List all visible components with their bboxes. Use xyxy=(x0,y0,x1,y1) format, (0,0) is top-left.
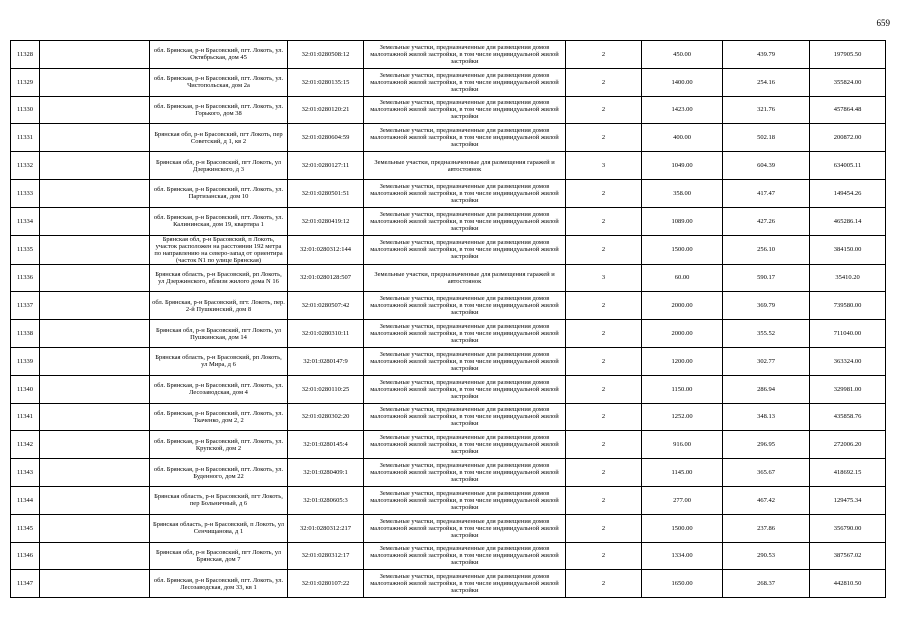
cadastral-number-cell: 32:01:0280604:59 xyxy=(288,124,364,152)
area-cell: 277.00 xyxy=(642,486,723,514)
rate-cell: 439.79 xyxy=(723,41,810,69)
land-use-cell: Земельные участки, предназначенные для размещения домов малоэтажной жилой застройки, в том числе индивидуальной жилой застройки xyxy=(364,486,566,514)
row-id-cell: 11332 xyxy=(11,152,40,180)
rate-cell: 268.37 xyxy=(723,570,810,598)
cadastral-value-cell: 435858.76 xyxy=(810,403,886,431)
blank-cell xyxy=(40,152,150,180)
area-cell: 450.00 xyxy=(642,41,723,69)
table-row xyxy=(11,264,886,292)
land-use-cell: Земельные участки, предназначенные для размещения домов малоэтажной жилой застройки, в том числе индивидуальной жилой застройки xyxy=(364,459,566,487)
cadastral-number-cell: 32:01:0280508:12 xyxy=(288,41,364,69)
land-use-cell: Земельные участки, предназначенные для размещения гаражей и автостоянок xyxy=(364,264,566,292)
land-use-cell: Земельные участки, предназначенные для размещения домов малоэтажной жилой застройки, в том числе индивидуальной жилой застройки xyxy=(364,96,566,124)
land-use-cell: Земельные участки, предназначенные для размещения домов малоэтажной жилой застройки, в том числе индивидуальной жилой застройки xyxy=(364,320,566,348)
rate-cell: 321.76 xyxy=(723,96,810,124)
area-cell: 1089.00 xyxy=(642,207,723,235)
blank-cell xyxy=(40,403,150,431)
table-row xyxy=(11,375,886,403)
cadastral-number-cell: 32:01:0280312:17 xyxy=(288,542,364,570)
row-id-cell: 11339 xyxy=(11,347,40,375)
cadastral-value-table xyxy=(10,40,886,598)
rate-cell: 427.26 xyxy=(723,207,810,235)
cadastral-value-cell: 739580.00 xyxy=(810,292,886,320)
group-cell: 2 xyxy=(566,179,642,207)
blank-cell xyxy=(40,292,150,320)
address-cell: Брянская область, р-н Брасовский, пгт Локоть, пер Больничный, д 6 xyxy=(150,486,288,514)
cadastral-number-cell: 32:01:0280605:3 xyxy=(288,486,364,514)
row-id-cell: 11337 xyxy=(11,292,40,320)
address-cell: обл. Брянская, р-н Брасовский, пгт. Локоть, ул. Ткаченко, дом 2, 2 xyxy=(150,403,288,431)
group-cell: 2 xyxy=(566,207,642,235)
blank-cell xyxy=(40,207,150,235)
rate-cell: 290.53 xyxy=(723,542,810,570)
area-cell: 916.00 xyxy=(642,431,723,459)
row-id-cell: 11340 xyxy=(11,375,40,403)
table-row xyxy=(11,207,886,235)
address-cell: Брянская область, р-н Брасовский, рп Локоть, ул Дзержинского, вблизи жилого дома N 16 xyxy=(150,264,288,292)
blank-cell xyxy=(40,514,150,542)
land-use-cell: Земельные участки, предназначенные для размещения домов малоэтажной жилой застройки, в том числе индивидуальной жилой застройки xyxy=(364,179,566,207)
blank-cell xyxy=(40,486,150,514)
cadastral-number-cell: 32:01:0280312:144 xyxy=(288,235,364,264)
address-cell: обл. Брянская, р-н Брасовский, пгт. Локоть, ул. Лесозаводская, дом 4 xyxy=(150,375,288,403)
table-row xyxy=(11,431,886,459)
group-cell: 2 xyxy=(566,570,642,598)
land-use-cell: Земельные участки, предназначенные для размещения домов малоэтажной жилой застройки, в том числе индивидуальной жилой застройки xyxy=(364,570,566,598)
group-cell: 2 xyxy=(566,486,642,514)
cadastral-value-cell: 711040.00 xyxy=(810,320,886,348)
group-cell: 2 xyxy=(566,41,642,69)
land-use-cell: Земельные участки, предназначенные для размещения домов малоэтажной жилой застройки, в том числе индивидуальной жилой застройки xyxy=(364,235,566,264)
area-cell: 1150.00 xyxy=(642,375,723,403)
rate-cell: 355.52 xyxy=(723,320,810,348)
cadastral-value-cell: 329981.00 xyxy=(810,375,886,403)
area-cell: 1423.00 xyxy=(642,96,723,124)
row-id-cell: 11331 xyxy=(11,124,40,152)
rate-cell: 286.94 xyxy=(723,375,810,403)
cadastral-value-cell: 197905.50 xyxy=(810,41,886,69)
blank-cell xyxy=(40,68,150,96)
table-row xyxy=(11,570,886,598)
table-row xyxy=(11,347,886,375)
address-cell: обл. Брянская, р-н Брасовский, пгт. Локоть, ул. Калининская, дом 19, квартира 1 xyxy=(150,207,288,235)
blank-cell xyxy=(40,375,150,403)
group-cell: 2 xyxy=(566,375,642,403)
address-cell: Брянская обл, р-н Брасовский, пгт Локоть, ул Пушкинская, дом 14 xyxy=(150,320,288,348)
area-cell: 60.00 xyxy=(642,264,723,292)
area-cell: 1334.00 xyxy=(642,542,723,570)
area-cell: 1145.00 xyxy=(642,459,723,487)
table-row xyxy=(11,292,886,320)
area-cell: 1500.00 xyxy=(642,235,723,264)
cadastral-value-cell: 465286.14 xyxy=(810,207,886,235)
row-id-cell: 11338 xyxy=(11,320,40,348)
rate-cell: 302.77 xyxy=(723,347,810,375)
group-cell: 2 xyxy=(566,292,642,320)
cadastral-value-cell: 272006.20 xyxy=(810,431,886,459)
row-id-cell: 11342 xyxy=(11,431,40,459)
group-cell: 2 xyxy=(566,459,642,487)
row-id-cell: 11336 xyxy=(11,264,40,292)
table-row xyxy=(11,320,886,348)
land-use-cell: Земельные участки, предназначенные для размещения домов малоэтажной жилой застройки, в том числе индивидуальной жилой застройки xyxy=(364,403,566,431)
cadastral-number-cell: 32:01:0280128:507 xyxy=(288,264,364,292)
blank-cell xyxy=(40,235,150,264)
land-use-cell: Земельные участки, предназначенные для размещения домов малоэтажной жилой застройки, в том числе индивидуальной жилой застройки xyxy=(364,542,566,570)
land-use-cell: Земельные участки, предназначенные для размещения домов малоэтажной жилой застройки, в том числе индивидуальной жилой застройки xyxy=(364,347,566,375)
cadastral-number-cell: 32:01:0280145:4 xyxy=(288,431,364,459)
blank-cell xyxy=(40,542,150,570)
land-use-cell: Земельные участки, предназначенные для размещения гаражей и автостоянок xyxy=(364,152,566,180)
row-id-cell: 11335 xyxy=(11,235,40,264)
blank-cell xyxy=(40,459,150,487)
area-cell: 358.00 xyxy=(642,179,723,207)
group-cell: 3 xyxy=(566,264,642,292)
row-id-cell: 11343 xyxy=(11,459,40,487)
cadastral-value-cell: 200872.00 xyxy=(810,124,886,152)
land-use-cell: Земельные участки, предназначенные для размещения домов малоэтажной жилой застройки, в том числе индивидуальной жилой застройки xyxy=(364,292,566,320)
rate-cell: 348.13 xyxy=(723,403,810,431)
rate-cell: 369.79 xyxy=(723,292,810,320)
land-use-cell: Земельные участки, предназначенные для размещения домов малоэтажной жилой застройки, в том числе индивидуальной жилой застройки xyxy=(364,375,566,403)
area-cell: 2000.00 xyxy=(642,292,723,320)
cadastral-value-cell: 418692.15 xyxy=(810,459,886,487)
address-cell: обл. Брянская, р-н Брасовский, пгт. Локоть, ул. Октябрьская, дом 45 xyxy=(150,41,288,69)
row-id-cell: 11334 xyxy=(11,207,40,235)
area-cell: 1650.00 xyxy=(642,570,723,598)
table-row xyxy=(11,179,886,207)
rate-cell: 590.17 xyxy=(723,264,810,292)
land-use-cell: Земельные участки, предназначенные для размещения домов малоэтажной жилой застройки, в том числе индивидуальной жилой застройки xyxy=(364,68,566,96)
land-use-cell: Земельные участки, предназначенные для размещения домов малоэтажной жилой застройки, в том числе индивидуальной жилой застройки xyxy=(364,514,566,542)
address-cell: обл. Брянская, р-н Брасовский, пгт. Локоть, ул. Чистопольская, дом 2а xyxy=(150,68,288,96)
blank-cell xyxy=(40,124,150,152)
blank-cell xyxy=(40,431,150,459)
blank-cell xyxy=(40,264,150,292)
land-use-cell: Земельные участки, предназначенные для размещения домов малоэтажной жилой застройки, в том числе индивидуальной жилой застройки xyxy=(364,124,566,152)
rate-cell: 254.16 xyxy=(723,68,810,96)
land-use-cell: Земельные участки, предназначенные для размещения домов малоэтажной жилой застройки, в том числе индивидуальной жилой застройки xyxy=(364,207,566,235)
group-cell: 2 xyxy=(566,347,642,375)
group-cell: 2 xyxy=(566,68,642,96)
cadastral-number-cell: 32:01:0280302:20 xyxy=(288,403,364,431)
row-id-cell: 11347 xyxy=(11,570,40,598)
cadastral-number-cell: 32:01:0280107:22 xyxy=(288,570,364,598)
cadastral-number-cell: 32:01:0280419:12 xyxy=(288,207,364,235)
area-cell: 1500.00 xyxy=(642,514,723,542)
table-row xyxy=(11,403,886,431)
group-cell: 2 xyxy=(566,403,642,431)
group-cell: 2 xyxy=(566,124,642,152)
table-row xyxy=(11,514,886,542)
cadastral-value-cell: 384150.00 xyxy=(810,235,886,264)
cadastral-number-cell: 32:01:0280147:9 xyxy=(288,347,364,375)
blank-cell xyxy=(40,347,150,375)
group-cell: 2 xyxy=(566,96,642,124)
address-cell: обл. Брянская, р-н Брасовский, пгт. Локоть, ул. Буденного, дом 22 xyxy=(150,459,288,487)
group-cell: 2 xyxy=(566,542,642,570)
table-row xyxy=(11,41,886,69)
table-row xyxy=(11,235,886,264)
area-cell: 1400.00 xyxy=(642,68,723,96)
row-id-cell: 11328 xyxy=(11,41,40,69)
rate-cell: 604.39 xyxy=(723,152,810,180)
cadastral-value-cell: 129475.34 xyxy=(810,486,886,514)
address-cell: Брянская обл, р-н Брасовский, пгт Локоть, ул Дзержинского, д 3 xyxy=(150,152,288,180)
table-row xyxy=(11,124,886,152)
area-cell: 1200.00 xyxy=(642,347,723,375)
cadastral-value-cell: 387567.02 xyxy=(810,542,886,570)
cadastral-value-cell: 356790.00 xyxy=(810,514,886,542)
group-cell: 3 xyxy=(566,152,642,180)
rate-cell: 365.67 xyxy=(723,459,810,487)
row-id-cell: 11330 xyxy=(11,96,40,124)
address-cell: Брянская обл, р-н Брасовский, п Локоть, участок расположен на расстоянии 192 метра по направлению на северо-запад от ориентира (часток N1 по улице Брянская) xyxy=(150,235,288,264)
blank-cell xyxy=(40,570,150,598)
rate-cell: 467.42 xyxy=(723,486,810,514)
blank-cell xyxy=(40,96,150,124)
rate-cell: 502.18 xyxy=(723,124,810,152)
table-row xyxy=(11,459,886,487)
group-cell: 2 xyxy=(566,514,642,542)
table-body xyxy=(11,41,886,598)
address-cell: обл. Брянская, р-н Брасовский, пгт. Локоть, пер. 2-й Пушкинский, дом 8 xyxy=(150,292,288,320)
address-cell: обл. Брянская, р-н Брасовский, пгт. Локоть, ул. Партизанская, дом 10 xyxy=(150,179,288,207)
cadastral-number-cell: 32:01:0280120:21 xyxy=(288,96,364,124)
cadastral-number-cell: 32:01:0280409:1 xyxy=(288,459,364,487)
area-cell: 400.00 xyxy=(642,124,723,152)
cadastral-value-cell: 457864.48 xyxy=(810,96,886,124)
rate-cell: 417.47 xyxy=(723,179,810,207)
cadastral-number-cell: 32:01:0280135:15 xyxy=(288,68,364,96)
cadastral-value-cell: 634005.11 xyxy=(810,152,886,180)
table-row xyxy=(11,486,886,514)
address-cell: обл. Брянская, р-н Брасовский, пгт. Локоть, ул. Горького, дом 38 xyxy=(150,96,288,124)
blank-cell xyxy=(40,41,150,69)
cadastral-value-cell: 442810.50 xyxy=(810,570,886,598)
cadastral-value-cell: 363324.00 xyxy=(810,347,886,375)
area-cell: 1049.00 xyxy=(642,152,723,180)
address-cell: Брянская область, р-н Брасовский, п Локоть, ул Сенчищанова, д 1 xyxy=(150,514,288,542)
blank-cell xyxy=(40,179,150,207)
cadastral-number-cell: 32:01:0280312:217 xyxy=(288,514,364,542)
group-cell: 2 xyxy=(566,431,642,459)
table-row xyxy=(11,96,886,124)
cadastral-number-cell: 32:01:0280127:11 xyxy=(288,152,364,180)
table-row xyxy=(11,68,886,96)
row-id-cell: 11329 xyxy=(11,68,40,96)
row-id-cell: 11333 xyxy=(11,179,40,207)
land-use-cell: Земельные участки, предназначенные для размещения домов малоэтажной жилой застройки, в том числе индивидуальной жилой застройки xyxy=(364,431,566,459)
row-id-cell: 11346 xyxy=(11,542,40,570)
row-id-cell: 11341 xyxy=(11,403,40,431)
address-cell: обл. Брянская, р-н Брасовский, пгт. Локоть, ул. Крупской, дом 2 xyxy=(150,431,288,459)
cadastral-value-cell: 355824.00 xyxy=(810,68,886,96)
rate-cell: 237.86 xyxy=(723,514,810,542)
blank-cell xyxy=(40,320,150,348)
row-id-cell: 11345 xyxy=(11,514,40,542)
cadastral-number-cell: 32:01:0280501:51 xyxy=(288,179,364,207)
land-use-cell: Земельные участки, предназначенные для размещения домов малоэтажной жилой застройки, в том числе индивидуальной жилой застройки xyxy=(364,41,566,69)
table-row xyxy=(11,542,886,570)
address-cell: обл. Брянская, р-н Брасовский, пгт. Локоть, ул. Лесозаводская, дом 33, кв 1 xyxy=(150,570,288,598)
address-cell: Брянская обл, р-н Брасовский, пгт Локоть, ул Брянская, дом 7 xyxy=(150,542,288,570)
rate-cell: 256.10 xyxy=(723,235,810,264)
address-cell: Брянская область, р-н Брасовский, рп Локоть, ул Мира, д 6 xyxy=(150,347,288,375)
rate-cell: 296.95 xyxy=(723,431,810,459)
row-id-cell: 11344 xyxy=(11,486,40,514)
area-cell: 2000.00 xyxy=(642,320,723,348)
table-row xyxy=(11,152,886,180)
group-cell: 2 xyxy=(566,235,642,264)
area-cell: 1252.00 xyxy=(642,403,723,431)
cadastral-value-cell: 149454.26 xyxy=(810,179,886,207)
cadastral-number-cell: 32:01:0280110:25 xyxy=(288,375,364,403)
group-cell: 2 xyxy=(566,320,642,348)
cadastral-value-cell: 35410.20 xyxy=(810,264,886,292)
page-number: 659 xyxy=(876,18,890,28)
cadastral-number-cell: 32:01:0280507:42 xyxy=(288,292,364,320)
cadastral-number-cell: 32:01:0280310:11 xyxy=(288,320,364,348)
address-cell: Брянская обл, р-н Брасовский, пгт Локоть, пер Советский, д 1, кв 2 xyxy=(150,124,288,152)
